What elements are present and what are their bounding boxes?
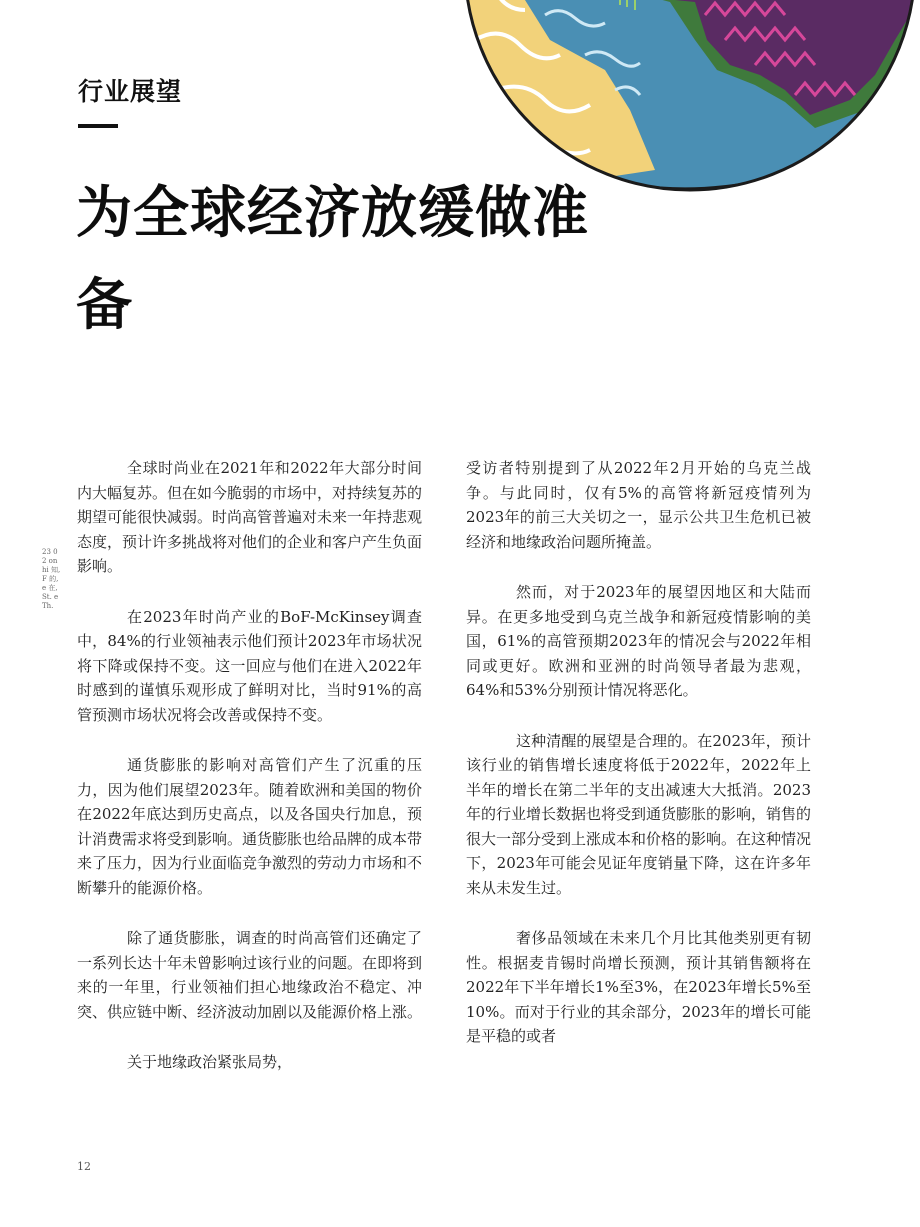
margin-note: 23 0 2 on hi 知, F 的, e 在, St. e Th.	[42, 548, 61, 610]
page-number: 12	[77, 1160, 91, 1173]
page-headline: 为全球经济放缓做准备	[76, 181, 589, 338]
section-label: 行业展望	[78, 77, 183, 106]
paragraph: 除了通货膨胀，调查的时尚高管们还确定了一系列长达十年未曾影响过该行业的问题。在即将到来的一年里，行业领袖们担心地缘政治不稳定、冲突、供应链中断、经济波动加剧以及能源价格上涨。	[77, 929, 423, 1021]
right-column	[466, 456, 811, 1075]
paragraph: 在2023年时尚产业的BoF-McKinsey调查中，84%的行业领袖表示他们预计2023年市场状况将下降或保持不变。这一回应与他们在进入2022年时感到的谨慎乐观形成了鲜明对比，当时91%的高管预测市场状况将会改善或保持不变。	[77, 607, 422, 724]
paragraph: 这种清醒的展望是合理的。在2023年，预计该行业的销售增长速度将低于2022年，2022年上半年的增长在第二半年的支出减速大大抵消。2023年的行业增长数据也将受到通货膨胀的影响，销售的很大一部分受到上涨成本和价格的影响。在这种情况下，2023年可能会见证年度销量下降，这在许多年来从未发生过。	[466, 731, 812, 897]
paragraph: 奢侈品领域在未来几个月比其他类别更有韧性。根据麦肯锡时尚增长预测，预计其销售额将在2022年下半年增长1%至3%，在2023年增长5%至10%。而对于行业的其余部分，2023年的增长可能是平稳的或者	[466, 929, 811, 1045]
paragraph: 通货膨胀的影响对高管们产生了沉重的压力，因为他们展望2023年。随着欧洲和美国的物价在2022年底达到历史高点，以及各国央行加息，预计消费需求将受到影响。通货膨胀也给品牌的成本带来了压力，因为行业面临竞争激烈的劳动力市场和不断攀升的能源价格。	[77, 756, 423, 897]
section-label-rule	[78, 124, 118, 128]
paragraph: 全球时尚业在2021年和2022年大部分时间内大幅复苏。但在如今脆弱的市场中，对持续复苏的期望可能很快减弱。时尚高管普遍对未来一年持悲观态度，预计许多挑战将对他们的企业和客户产生负面影响。	[77, 459, 423, 575]
paragraph: 受访者特别提到了从2022年2月开始的乌克兰战争。与此同时，仅有5%的高管将新冠疫情列为2023年的前三大关切之一，显示公共卫生危机已被经济和地缘政治问题所掩盖。	[466, 459, 811, 551]
paragraph: 然而，对于2023年的展望因地区和大陆而异。在更多地受到乌克兰战争和新冠疫情影响的美国，61%的高管预期2023年的情况会与2022年相同或更好。欧洲和亚洲的时尚领导者最为悲观，64%和53%分别预计情况将恶化。	[466, 583, 811, 699]
paragraph: 关于地缘政治紧张局势，	[127, 1053, 293, 1071]
left-column	[77, 456, 422, 1101]
